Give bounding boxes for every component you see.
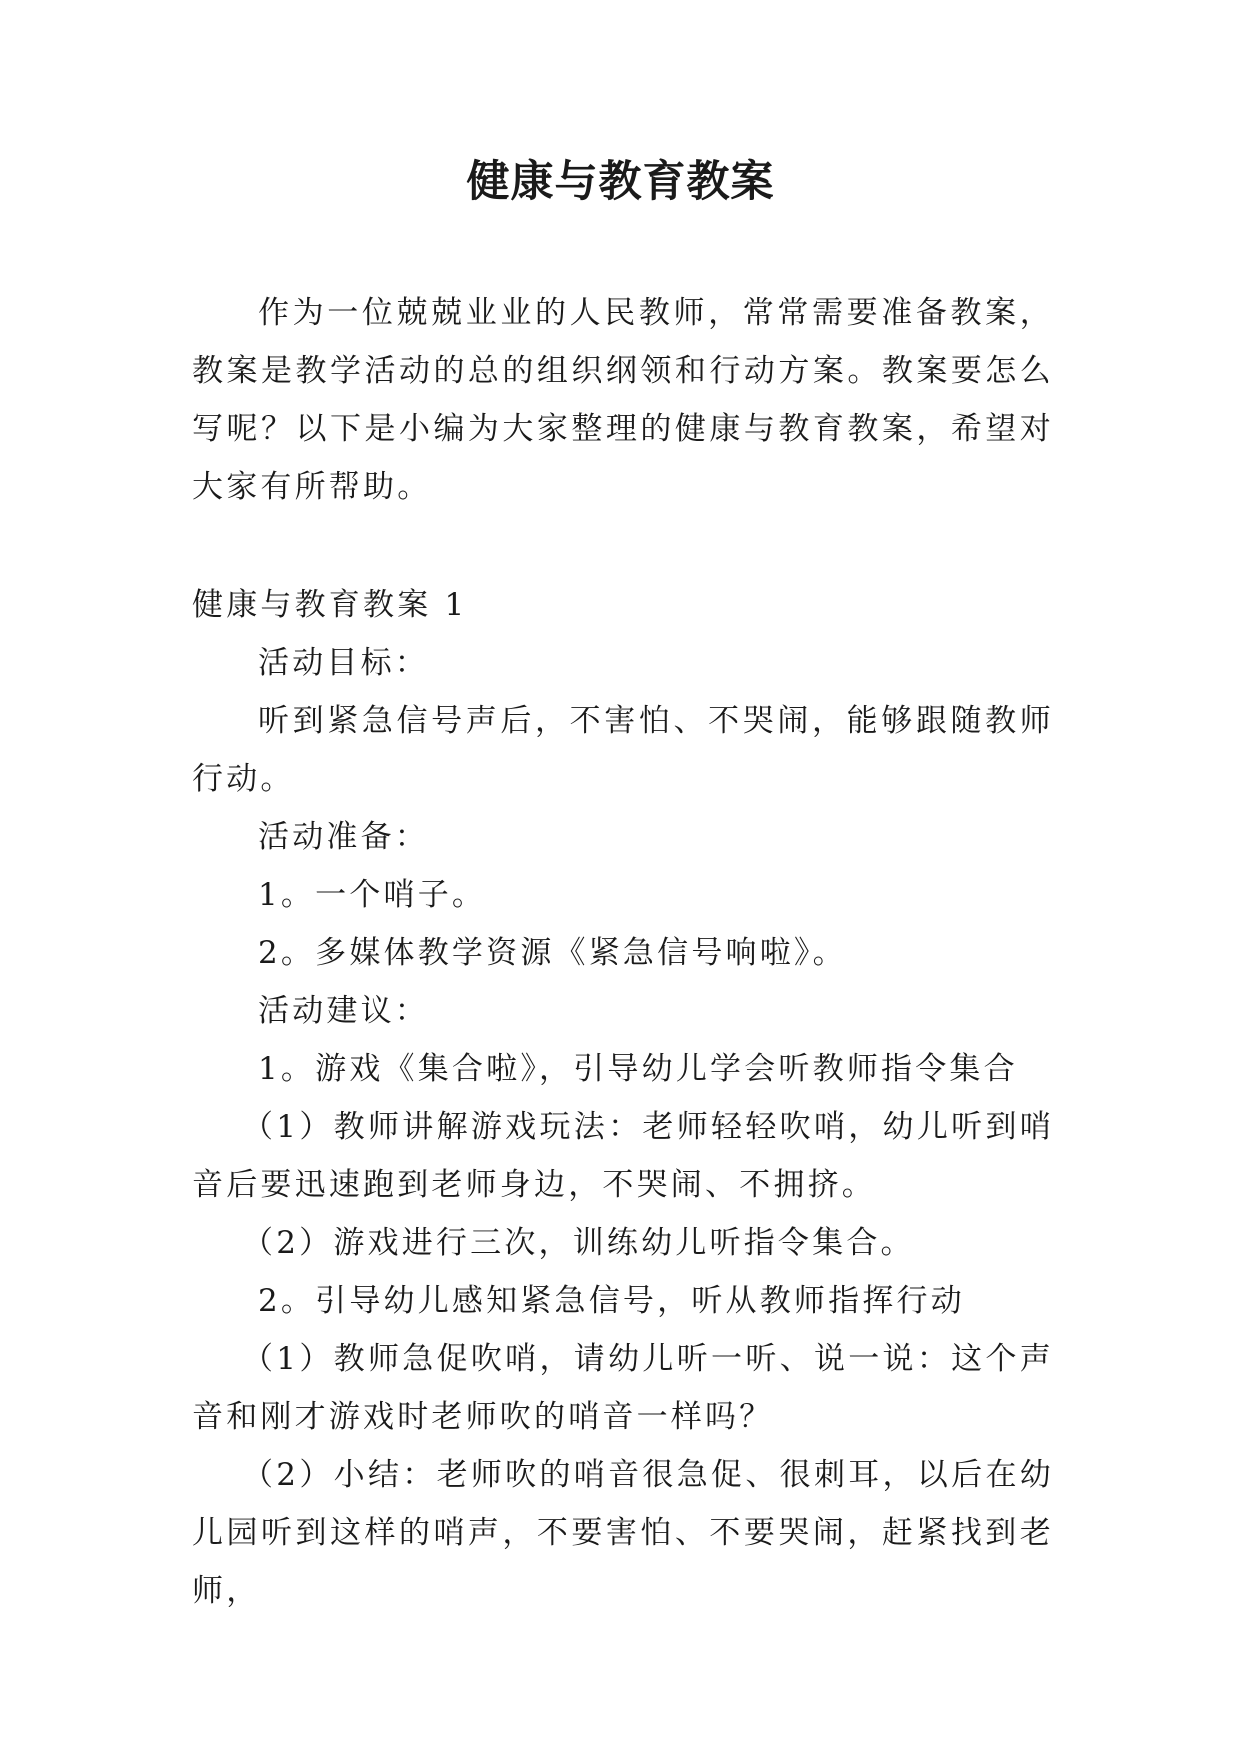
- paragraph-preparation-item-1: 1。一个哨子。: [258, 877, 487, 913]
- paragraph-suggestion-2-step-1: （1）教师急促吹哨，请幼儿听一听、说一说：这个声音和刚才游戏时老师吹的哨音一样吗？: [192, 1341, 1054, 1435]
- paragraph-suggestion-label: 活动建议：: [258, 993, 429, 1029]
- intro-paragraph: 作为一位兢兢业业的人民教师，常常需要准备教案，教案是教学活动的总的组织纲领和行动方案。教案要怎么写呢？以下是小编为大家整理的健康与教育教案，希望对大家有所帮助。: [192, 295, 1054, 505]
- paragraph-objective: 听到紧急信号声后，不害怕、不哭闹，能够跟随教师行动。: [192, 703, 1054, 797]
- paragraph-preparation-label: 活动准备：: [258, 819, 429, 855]
- paragraph-suggestion-1-step-1: （1）教师讲解游戏玩法：老师轻轻吹哨，幼儿听到哨音后要迅速跑到老师身边，不哭闹、不拥挤。: [192, 1109, 1054, 1203]
- section-heading: 健康与教育教案 1: [192, 587, 468, 623]
- intro-block: [192, 284, 1054, 516]
- lesson-plan-section: [192, 576, 1054, 1620]
- paragraph-suggestion-2: 2。引导幼儿感知紧急信号，听从教师指挥行动: [258, 1283, 965, 1319]
- document-title: 健康与教育教案: [466, 157, 775, 207]
- paragraph-suggestion-2-step-2: （2）小结：老师吹的哨音很急促、很刺耳，以后在幼儿园听到这样的哨声，不要害怕、不要哭闹，赶紧找到老师，: [192, 1457, 1054, 1609]
- paragraph-suggestion-1-step-2: （2）游戏进行三次，训练幼儿听指令集合。: [242, 1225, 915, 1261]
- paragraph-objective-label: 活动目标：: [258, 645, 429, 681]
- paragraph-preparation-item-2: 2。多媒体教学资源《紧急信号响啦》。: [258, 935, 847, 971]
- paragraph-suggestion-1: 1。游戏《集合啦》，引导幼儿学会听教师指令集合: [258, 1051, 1018, 1087]
